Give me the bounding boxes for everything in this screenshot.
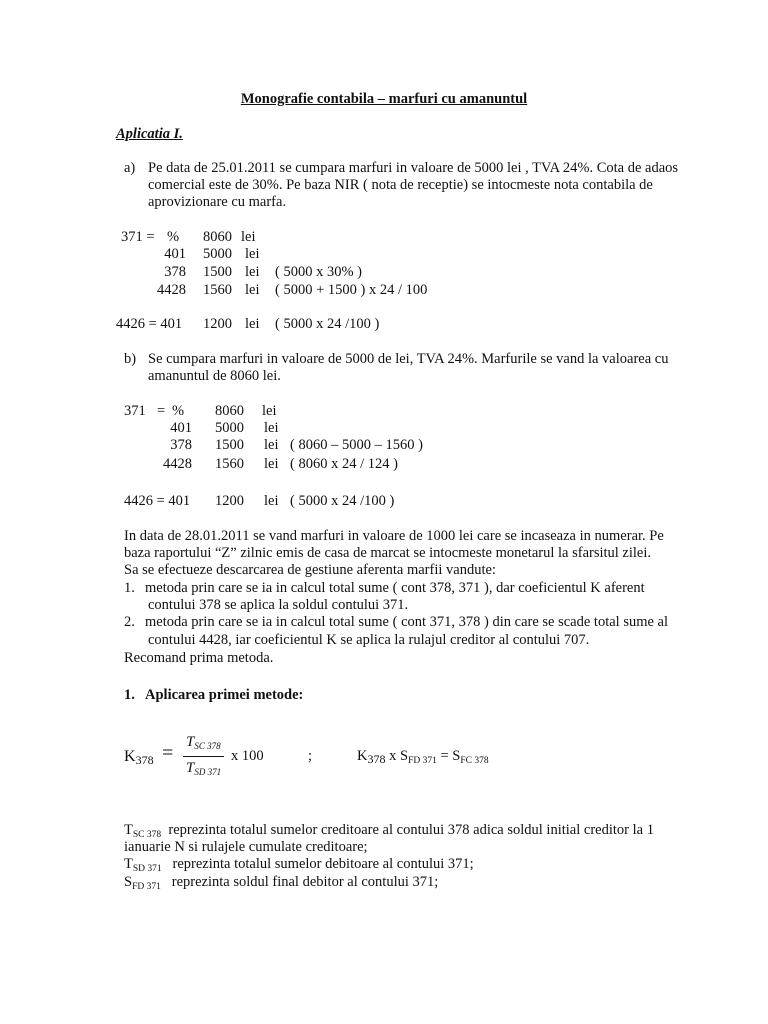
formula-k-product: $K_{378}$ x $S_{FD 371} = S_{FC 378}$ — [357, 748, 489, 766]
formula-times-100: x 100 — [231, 748, 264, 764]
method-1-marker: 1. — [124, 580, 135, 596]
definition-tsd371: $T_{SD 371}$ reprezinta totalul sumelor debitoare al contului 371; — [124, 856, 474, 874]
entry-b-account-401: 401 — [170, 420, 192, 436]
entry-b-account-4428: 4428 — [163, 456, 192, 472]
definition-sfd371: $S_{FD 371}$ reprezinta soldul final debitor al contului 371; — [124, 874, 439, 892]
method-2-line-1: metoda prin care se ia in calcul total sume ( cont 371, 378 ) din care se scade total sume al — [145, 614, 669, 630]
entry-a-total-unit: lei — [241, 229, 256, 245]
entry-b-unit-401: lei — [264, 420, 279, 436]
entry-b-debit-account: 371 — [124, 403, 146, 419]
formula-separator: ; — [308, 748, 313, 764]
paragraph-line-1: In data de 28.01.2011 se vand marfuri in valoare de 1000 lei care se incaseaza in numerar. Pe — [124, 528, 664, 544]
item-b-line-2: amanuntul de 8060 lei. — [148, 368, 281, 384]
entry-a-amount-378: 1500 — [203, 264, 232, 280]
entry-b-note-4428: ( 8060 x 24 / 124 ) — [290, 456, 398, 472]
entry-a-vat-note: ( 5000 x 24 /100 ) — [275, 316, 380, 332]
entry-a-total: 8060 — [203, 229, 232, 245]
item-b-marker: b) — [124, 351, 137, 367]
method-1-line-1: metoda prin care se ia in calcul total sume ( cont 378, 371 ), dar coeficientul K aferent — [145, 580, 645, 596]
entry-b-percent: % — [172, 403, 185, 419]
method-1-line-2: contului 378 se aplica la soldul contului 371. — [148, 597, 409, 613]
entry-b-total: 8060 — [215, 403, 244, 419]
entry-b-note-378: ( 8060 – 5000 – 1560 ) — [290, 437, 423, 453]
entry-b-unit-4428: lei — [264, 456, 279, 472]
formula-k: $K_{378}$ — [124, 748, 154, 767]
definition-tsc378-cont: ianuarie N si rulajele cumulate creditoare; — [124, 839, 368, 855]
entry-b-vat-note: ( 5000 x 24 /100 ) — [290, 493, 395, 509]
entry-a-account-401: 401 — [164, 246, 186, 262]
entry-b-unit-378: lei — [264, 437, 279, 453]
entry-a-amount-401: 5000 — [203, 246, 232, 262]
entry-b-vat-amount: 1200 — [215, 493, 244, 509]
item-b-line-1: Se cumpara marfuri in valoare de 5000 de lei, TVA 24%. Marfurile se vand la valoarea cu — [148, 351, 669, 367]
entry-a-vat-unit: lei — [245, 316, 260, 332]
entry-a-note-4428: ( 5000 + 1500 ) x 24 / 100 — [275, 282, 428, 298]
entry-b-amount-378: 1500 — [215, 437, 244, 453]
entry-b-total-unit: lei — [262, 403, 277, 419]
entry-b-vat-unit: lei — [264, 493, 279, 509]
formula-numerator: $T_{SC 378}$ — [186, 734, 221, 751]
entry-a-amount-4428: 1560 — [203, 282, 232, 298]
method-1-heading: Aplicarea primei metode: — [145, 687, 304, 703]
method-1-heading-marker: 1. — [124, 687, 135, 703]
section-heading: Aplicatia I. — [116, 126, 183, 142]
method-2-marker: 2. — [124, 614, 135, 630]
document-title: Monografie contabila – marfuri cu amanuntul — [240, 91, 528, 107]
paragraph-line-2: baza raportului “Z” zilnic emis de casa de marcat se intocmeste monetarul la sfarsitul zilei. — [124, 545, 652, 561]
fraction-bar — [183, 756, 224, 757]
entry-a-debit-account: 371 = — [121, 229, 155, 245]
entry-b-equals: = — [157, 403, 166, 419]
paragraph-line-3: Sa se efectueze descarcarea de gestiune aferenta marfii vandute: — [124, 562, 496, 578]
entry-a-percent: % — [167, 229, 180, 245]
entry-b-account-378: 378 — [170, 437, 192, 453]
formula-denominator: $T_{SD 371}$ — [186, 760, 222, 777]
entry-a-account-378: 378 — [164, 264, 186, 280]
entry-a-vat-amount: 1200 — [203, 316, 232, 332]
entry-a-unit-401: lei — [245, 246, 260, 262]
entry-b-amount-4428: 1560 — [215, 456, 244, 472]
recommendation: Recomand prima metoda. — [124, 650, 274, 666]
entry-a-note-378: ( 5000 x 30% ) — [275, 264, 362, 280]
entry-b-amount-401: 5000 — [215, 420, 244, 436]
entry-a-unit-4428: lei — [245, 282, 260, 298]
item-a-line-2: comercial este de 30%. Pe baza NIR ( nota de receptie) se intocmeste nota contabila de — [148, 177, 653, 193]
entry-a-vat-entry: 4426 = 401 — [116, 316, 183, 332]
item-a-line-1: Pe data de 25.01.2011 se cumpara marfuri in valoare de 5000 lei , TVA 24%. Cota de adaos — [148, 160, 679, 176]
entry-a-account-4428: 4428 — [157, 282, 186, 298]
item-a-marker: a) — [124, 160, 136, 176]
entry-b-vat-entry: 4426 = 401 — [124, 493, 191, 509]
definition-tsc378: $T_{SC 378}$ reprezinta totalul sumelor creditoare al contului 378 adica soldul initial creditor la 1 — [124, 822, 654, 840]
entry-a-unit-378: lei — [245, 264, 260, 280]
method-2-line-2: contului 4428, iar coeficientul K se aplica la rulajul creditor al contului 707. — [148, 632, 590, 648]
item-a-line-3: aprovizionare cu marfa. — [148, 194, 287, 210]
formula-equals: = — [162, 742, 174, 764]
